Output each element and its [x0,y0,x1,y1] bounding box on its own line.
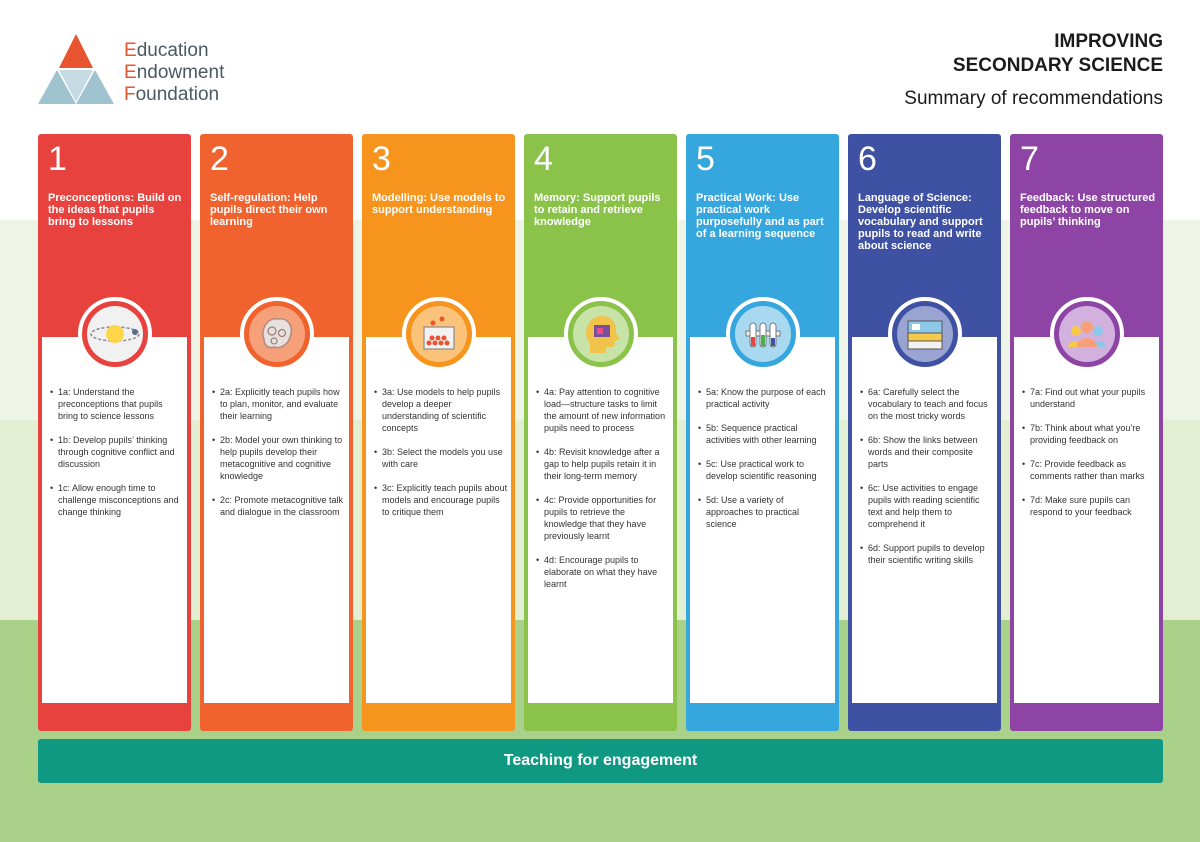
logo-text: Education Endowment Foundation [124,40,225,105]
recommendation-column-6 [848,134,1001,731]
recommendation-column-1 [38,134,191,731]
recommendation-list [210,386,346,530]
column-panel [42,337,187,703]
list-item: • 7b: Think about what you’re providing feedback on [1020,422,1156,446]
recommendation-column-4 [524,134,677,731]
column-panel [1014,337,1159,703]
recommendation-list [696,386,832,542]
column-number: 7 [1020,140,1039,178]
column-panel [690,337,835,703]
column-heading: Feedback: Use structured feedback to move on pupils’ thinking [1020,192,1156,228]
column-heading: Practical Work: Use practical work purposefully and as part of a learning sequence [696,192,824,240]
list-item: • 6d: Support pupils to develop their scientific writing skills [858,542,994,566]
column-heading: Self-regulation: Help pupils direct their own learning [210,192,328,228]
column-heading: Language of Science: Develop scientific vocabulary and support pupils to read and write about science [858,192,983,252]
page-subtitle: Summary of recommendations [904,88,1163,109]
list-item: • 2b: Model your own thinking to help pupils develop their metacognitive and cognitive knowledge [210,434,346,482]
column-heading: Preconceptions: Build on the ideas that pupils bring to lessons [48,192,182,228]
column-number: 5 [696,140,715,178]
recommendation-column-7 [1010,134,1163,731]
list-item: • 4d: Encourage pupils to elaborate on what they have learnt [534,554,670,590]
recommendation-list [48,386,184,530]
list-item: • 4a: Pay attention to cognitive load—structure tasks to limit the amount of new information pupils need to process [534,386,670,434]
recommendation-list [372,386,508,530]
column-number: 6 [858,140,877,178]
page-title-line2: SECONDARY SCIENCE [952,55,1163,76]
list-item: • 5a: Know the purpose of each practical activity [696,386,832,410]
column-panel [528,337,673,703]
recommendation-list [858,386,994,578]
list-item: • 7c: Provide feedback as comments rather than marks [1020,458,1156,482]
recommendation-column-5 [686,134,839,731]
list-item: • 7d: Make sure pupils can respond to your feedback [1020,494,1156,518]
column-number: 3 [372,140,391,178]
list-item: • 3c: Explicitly teach pupils about models and encourage pupils to critique them [372,482,508,518]
recommendation-column-3 [362,134,515,731]
column-panel [366,337,511,703]
list-item: • 4b: Revisit knowledge after a gap to help pupils retain it in their long-term memory [534,446,670,482]
column-heading: Modelling: Use models to support understanding [372,192,506,216]
column-panel [204,337,349,703]
list-item: • 2c: Promote metacognitive talk and dialogue in the classroom [210,494,346,518]
list-item: • 5c: Use practical work to develop scientific reasoning [696,458,832,482]
column-panel [852,337,997,703]
column-number: 4 [534,140,553,178]
books-icon [888,297,962,371]
footer-banner: Teaching for engagement [38,739,1163,783]
recommendation-column-2 [200,134,353,731]
people-icon [1050,297,1124,371]
column-heading: Memory: Support pupils to retain and retrieve knowledge [534,192,661,228]
list-item: • 3a: Use models to help pupils develop a deeper understanding of scientific concepts [372,386,508,434]
test-tubes-icon [726,297,800,371]
list-item: • 1b: Develop pupils’ thinking through cognitive conflict and discussion [48,434,184,470]
list-item: • 1c: Allow enough time to challenge misconceptions and change thinking [48,482,184,518]
recommendation-list [534,386,670,602]
list-item: • 5b: Sequence practical activities with other learning [696,422,832,446]
head-memory-icon [564,297,638,371]
list-item: • 7a: Find out what your pupils understand [1020,386,1156,410]
particle-model-icon [402,297,476,371]
column-number: 2 [210,140,229,178]
orbit-icon [78,297,152,371]
list-item: • 2a: Explicitly teach pupils how to plan, monitor, and evaluate their learning [210,386,346,422]
title-block [904,30,1163,110]
page-title-line1: IMPROVING [1054,31,1163,52]
list-item: • 5d: Use a variety of approaches to practical science [696,494,832,530]
eef-logo [38,34,258,106]
list-item: • 3b: Select the models you use with care [372,446,508,470]
list-item: • 6a: Carefully select the vocabulary to teach and focus on the most tricky words [858,386,994,422]
list-item: • 1a: Understand the preconceptions that pupils bring to science lessons [48,386,184,422]
list-item: • 6c: Use activities to engage pupils with reading scientific text and help them to comprehend it [858,482,994,530]
list-item: • 6b: Show the links between words and their composite parts [858,434,994,470]
logo-triangles-icon [38,34,114,106]
column-number: 1 [48,140,67,178]
recommendation-list [1020,386,1156,530]
brain-icon [240,297,314,371]
list-item: • 4c: Provide opportunities for pupils to retrieve the knowledge that they have previously learnt [534,494,670,542]
